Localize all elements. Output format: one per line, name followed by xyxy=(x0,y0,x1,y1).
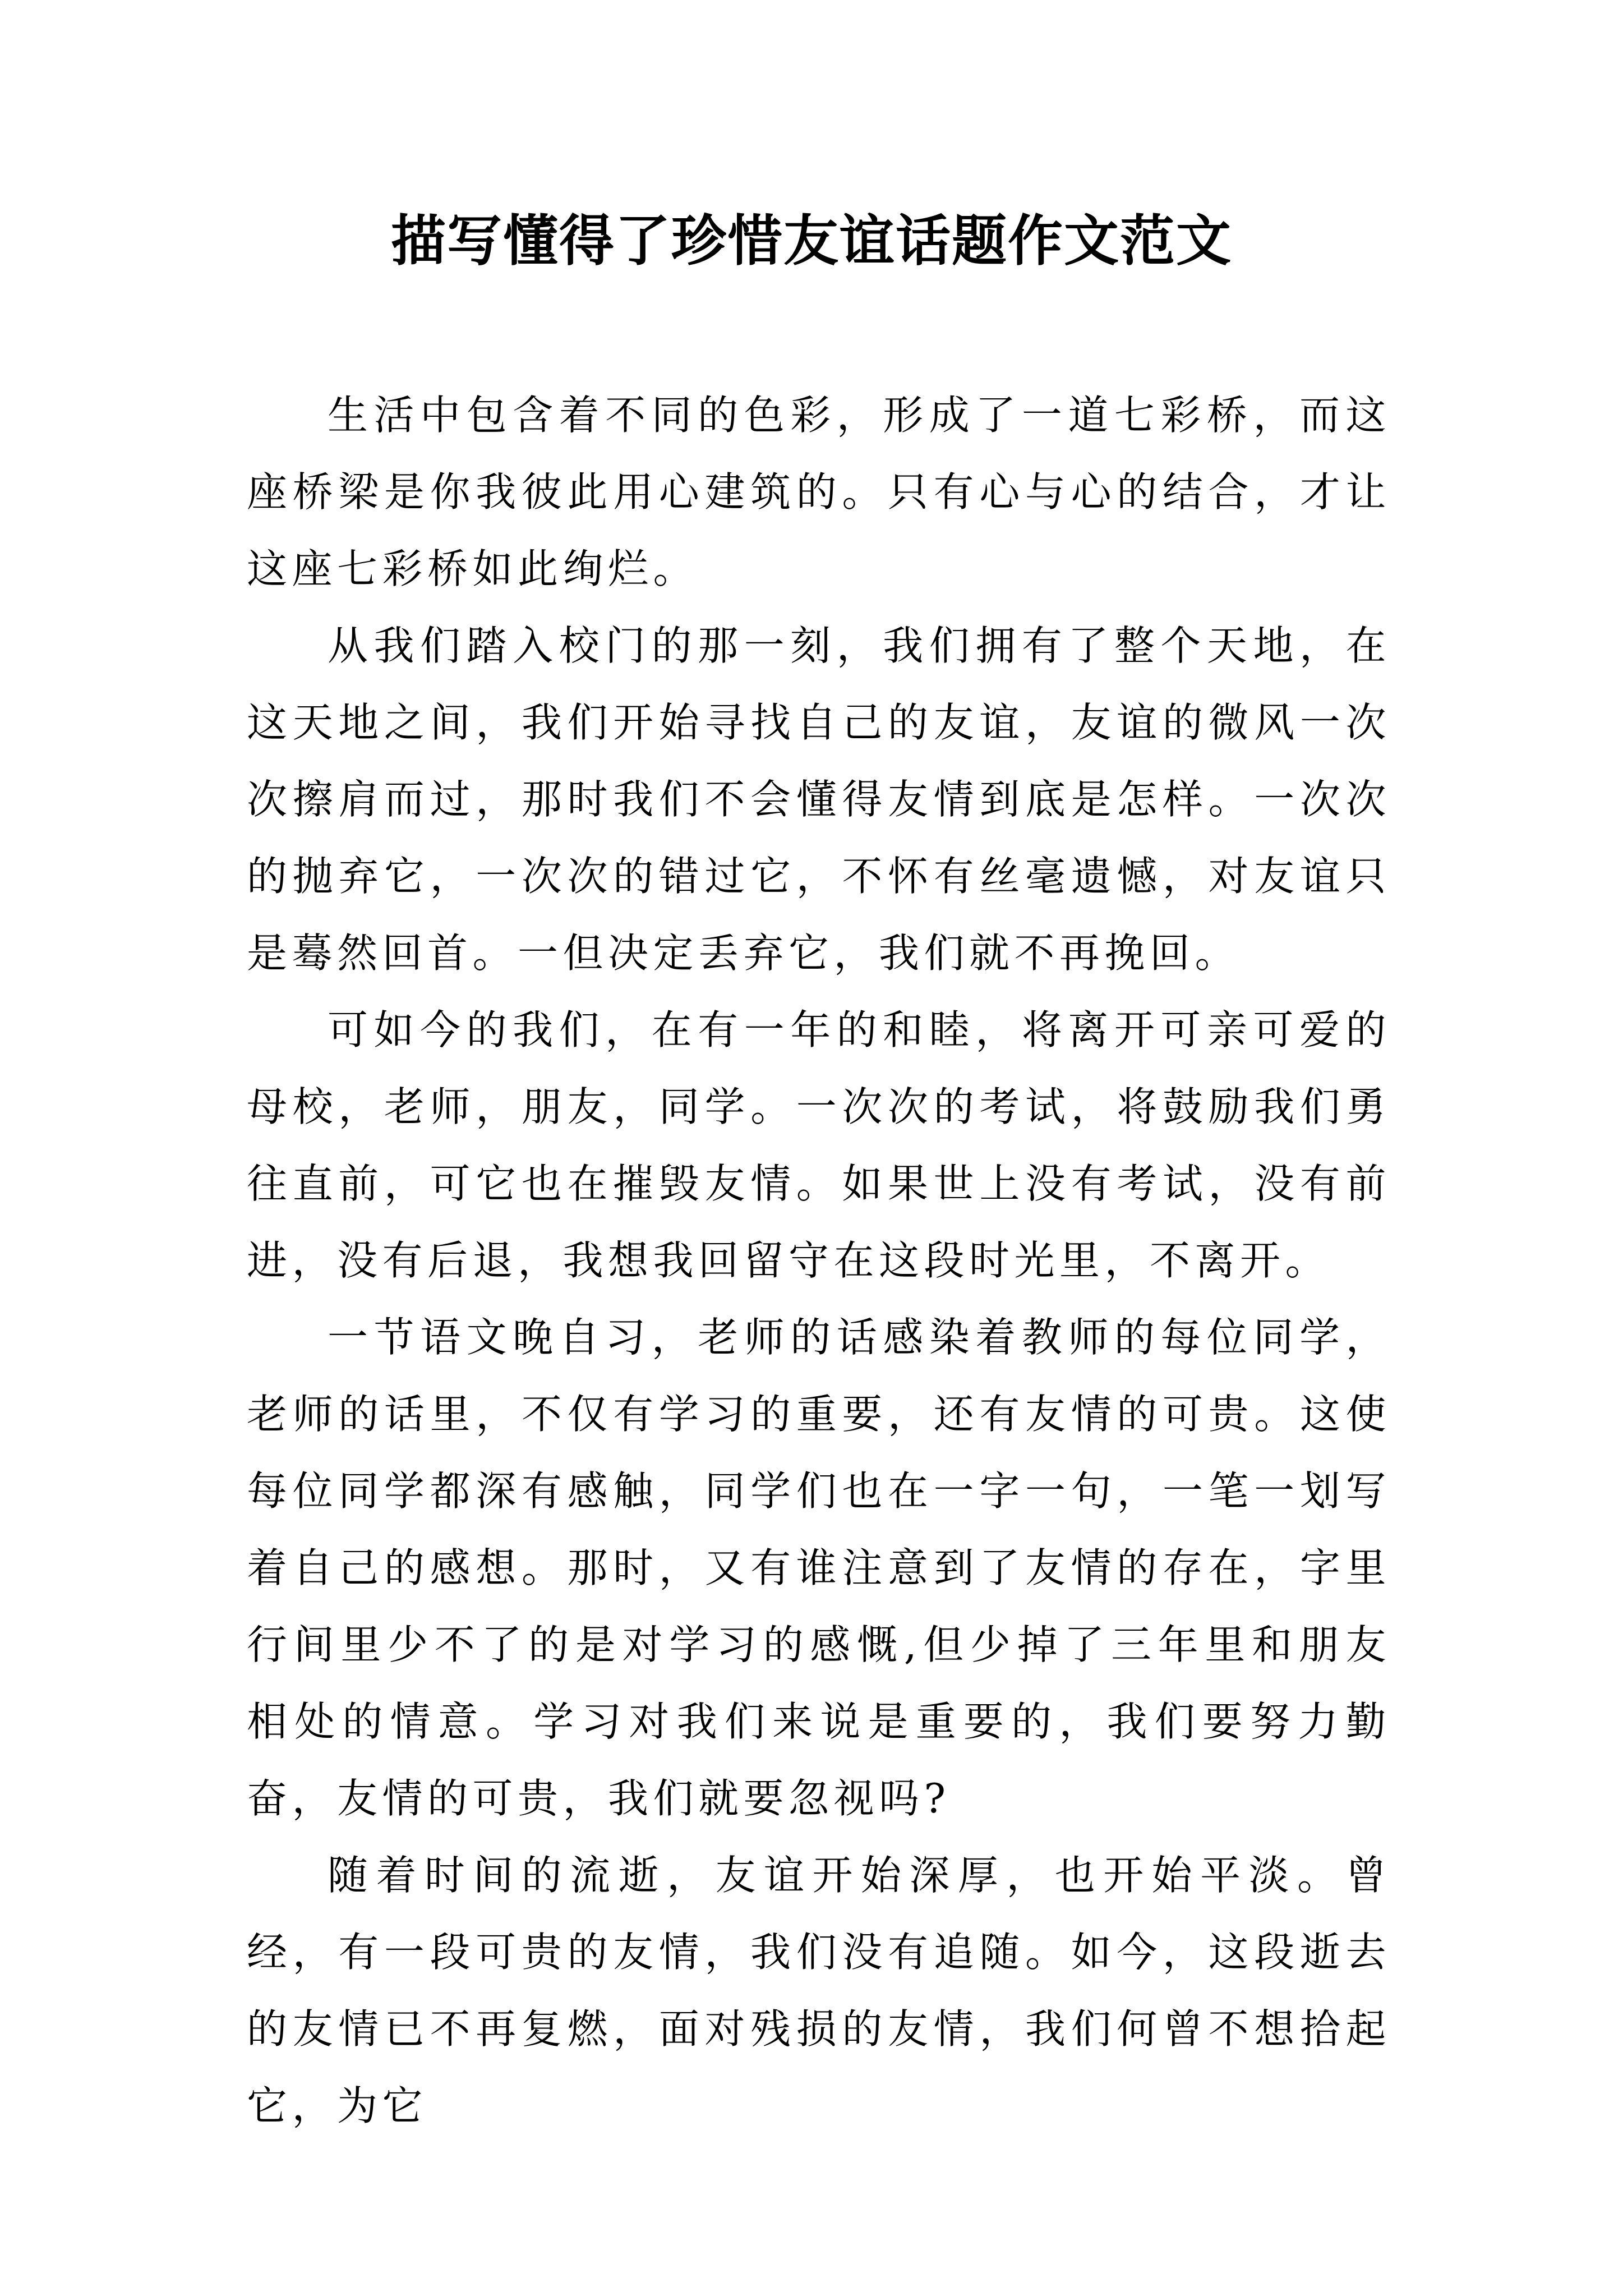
paragraph-1: 生活中包含着不同的色彩，形成了一道七彩桥，而这座桥梁是你我彼此用心建筑的。只有心与心的结合，才让这座七彩桥如此绚烂。 xyxy=(247,392,1391,592)
paragraph-4: 一节语文晚自习，老师的话感染着教师的每位同学，老师的话里，不仅有学习的重要，还有友情的可贵。这使每位同学都深有感触，同学们也在一字一句，一笔一划写着自己的感想。那时，又有谁注意到了友情的存在，字里行间里少不了的是对学习的感慨,但少掉了三年里和朋友相处的情意。学习对我们来说是重要的，我们要努力勤奋，友情的可贵，我们就要忽视吗? xyxy=(247,1314,1391,1822)
paragraph-2: 从我们踏入校门的那一刻，我们拥有了整个天地，在这天地之间，我们开始寻找自己的友谊，友谊的微风一次次擦肩而过，那时我们不会懂得友情到底是怎样。一次次的抛弃它，一次次的错过它，不怀有丝毫遗憾，对友谊只是蓦然回首。一但决定丢弃它，我们就不再挽回。 xyxy=(247,622,1391,977)
document-body xyxy=(247,377,1391,2145)
paragraph-5: 随着时间的流逝，友谊开始深厚，也开始平淡。曾经，有一段可贵的友情，我们没有追随。如今，这段逝去的友情已不再复燃，面对残损的友情，我们何曾不想拾起它，为它 xyxy=(247,1852,1391,2129)
paragraph-3: 可如今的我们，在有一年的和睦，将离开可亲可爱的母校，老师，朋友，同学。一次次的考试，将鼓励我们勇往直前，可它也在摧毁友情。如果世上没有考试，没有前进，没有后退，我想我回留守在这段时光里，不离开。 xyxy=(247,1006,1391,1284)
document-title: 描写懂得了珍惜友谊话题作文范文 xyxy=(390,209,1232,273)
